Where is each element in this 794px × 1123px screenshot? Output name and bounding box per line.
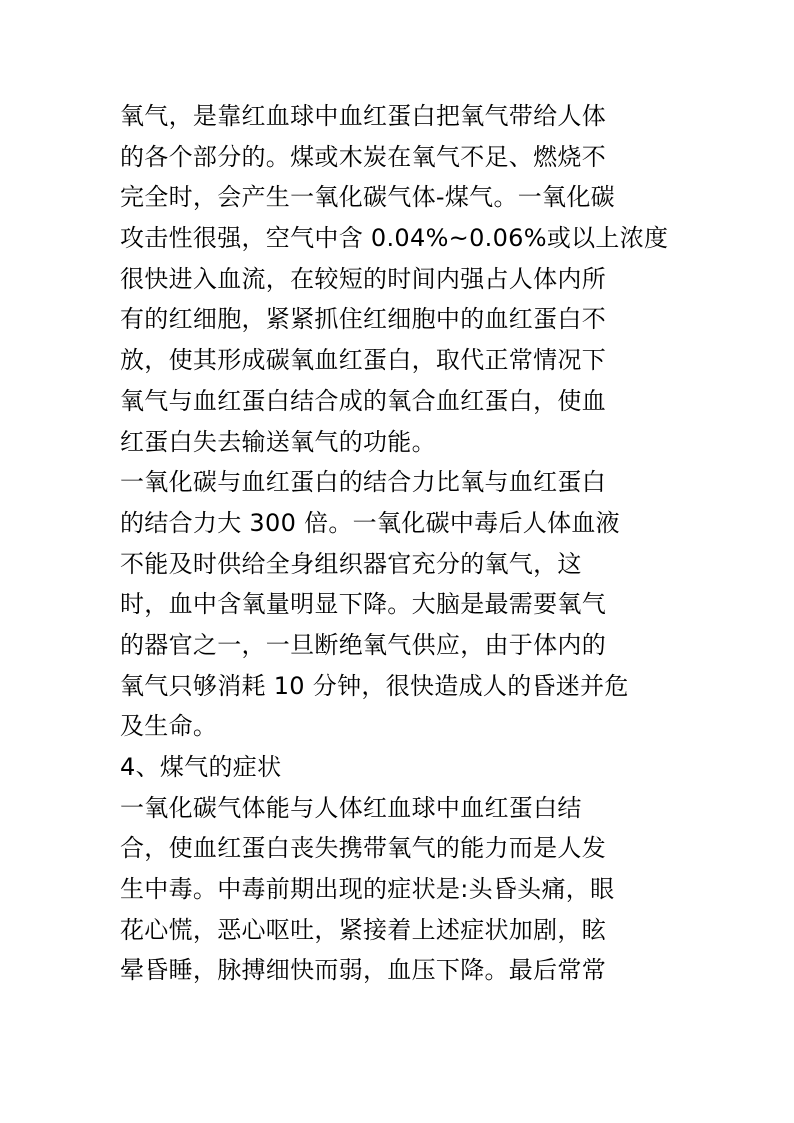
text-line: 晕昏睡，脉搏细快而弱，血压下降。最后常常 (120, 956, 606, 985)
text-line: 及生命。 (120, 712, 218, 741)
text-line: 生中毒。中毒前期出现的症状是:头昏头痛，眼 (120, 875, 615, 904)
text-line: 一氧化碳与血红蛋白的结合力比氧与血红蛋白 (120, 468, 606, 497)
text-line: 一氧化碳气体能与人体红血球中血红蛋白结 (120, 793, 582, 822)
text-line: 时，血中含氧量明显下降。大脑是最需要氧气 (120, 590, 606, 619)
text-line: 完全时，会产生一氧化碳气体-煤气。一氧化碳 (120, 183, 615, 212)
text-line: 攻击性很强，空气中含 0.04%~0.06%或以上浓度 (120, 224, 669, 253)
text-line: 花心慌，恶心呕吐，紧接着上述症状加剧，眩 (120, 915, 606, 944)
text-line: 氧气，是靠红血球中血红蛋白把氧气带给人体 (120, 102, 606, 130)
text-line: 放，使其形成碳氧血红蛋白，取代正常情况下 (120, 346, 606, 375)
text-line: 的结合力大 300 倍。一氧化碳中毒后人体血液 (120, 508, 620, 537)
text-line: 的各个部分的。煤或木炭在氧气不足、燃烧不 (120, 142, 606, 171)
text-line: 不能及时供给全身组织器官充分的氧气，这 (120, 549, 582, 578)
section-heading: 4、煤气的症状 (120, 753, 282, 781)
body-text (120, 96, 700, 991)
text-line: 的器官之一，一旦断绝氧气供应，由于体内的 (120, 630, 606, 659)
text-line: 氧气与血红蛋白结合成的氧合血红蛋白，使血 (120, 386, 606, 415)
text-line: 很快进入血流，在较短的时间内强占人体内所 (120, 264, 606, 293)
text-line: 氧气只够消耗 10 分钟，很快造成人的昏迷并危 (120, 671, 629, 700)
text-line: 合，使血红蛋白丧失携带氧气的能力而是人发 (120, 834, 606, 863)
text-line: 红蛋白失去输送氧气的功能。 (120, 427, 436, 456)
text-line: 有的红细胞，紧紧抓住红细胞中的血红蛋白不 (120, 305, 606, 334)
